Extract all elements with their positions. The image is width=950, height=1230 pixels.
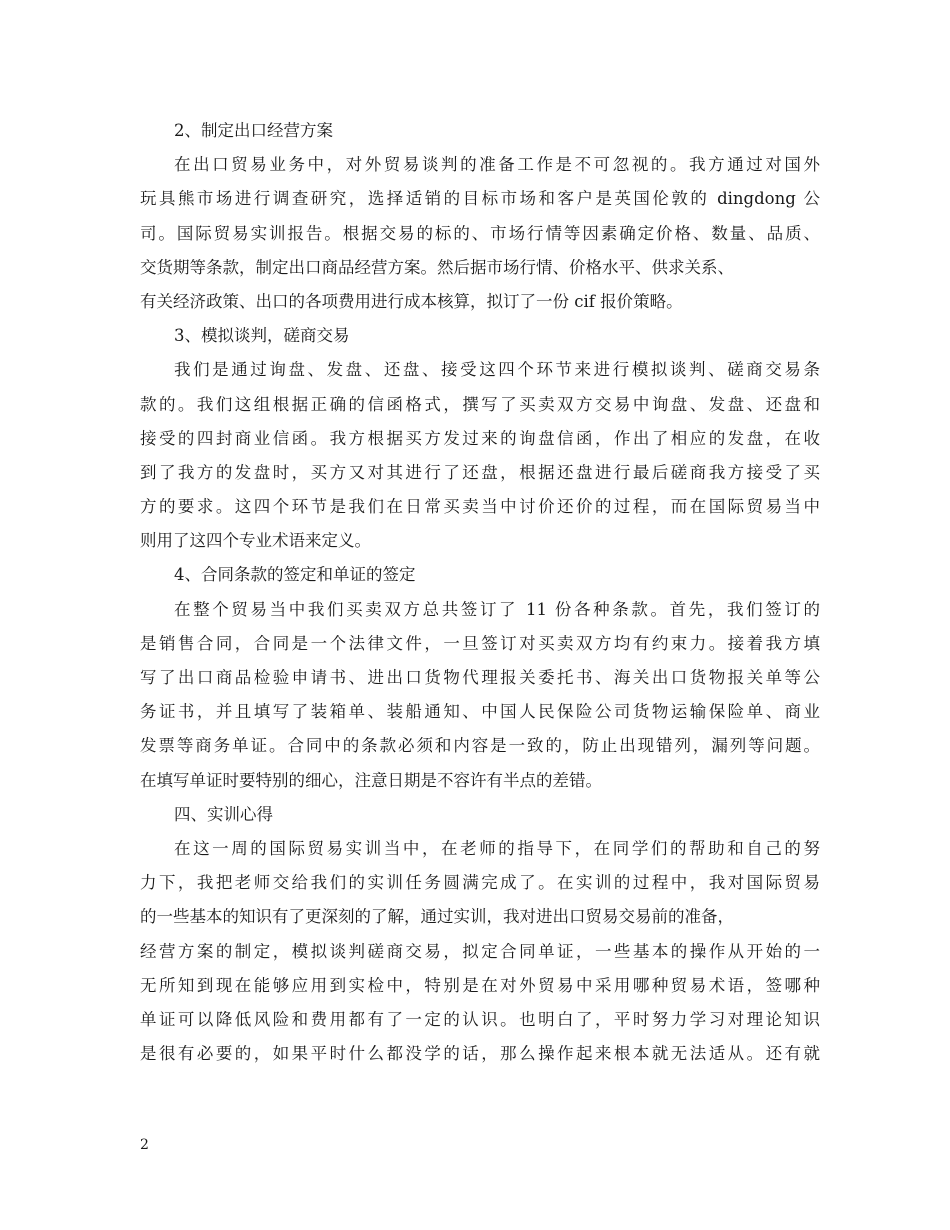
text-line: 写了出口商品检验申请书、进出口货物代理报关委托书、海关出口货物报关单等公 [140, 668, 820, 687]
page-number: 2 [140, 1137, 149, 1153]
text-line: 务证书，并且填写了装箱单、装船通知、中国人民保险公司货物运输保险单、商业 [140, 702, 820, 722]
text-line: 到了我方的发盘时，买方又对其进行了还盘，根据还盘进行最后磋商我方接受了买 [140, 462, 820, 482]
text-line: 接受的四封商业信函。我方根据买方发过来的询盘信函，作出了相应的发盘，在收 [140, 428, 820, 448]
text-line: 无所知到现在能够应用到实检中，特别是在对外贸易中采用哪种贸易术语，签哪种 [140, 975, 820, 995]
text-line: 2、制定出口经营方案 [174, 121, 333, 140]
text-line: 交货期等条款，制定出口商品经营方案。然后据市场行情、价格水平、供求关系、 [140, 257, 734, 277]
text-line: 3、模拟谈判，磋商交易 [174, 326, 350, 346]
text-line: 在出口贸易业务中，对外贸易谈判的准备工作是不可忽视的。我方通过对国外 [174, 155, 820, 175]
text-line: 有关经济政策、出口的各项费用进行成本核算，拟订了一份 cif 报价策略。 [140, 291, 683, 311]
text-line: 我们是通过询盘、发盘、还盘、接受这四个环节来进行模拟谈判、磋商交易条 [174, 360, 820, 380]
text-line: 则用了这四个专业术语来定义。 [140, 531, 371, 551]
text-line: 在整个贸易当中我们买卖双方总共签订了 11 份各种条款。首先，我们签订的 [174, 599, 820, 619]
text-line: 4、合同条款的签定和单证的签定 [174, 565, 416, 585]
text-line: 是很有必要的，如果平时什么都没学的话，那么操作起来根本就无法适从。还有就 [140, 1044, 820, 1064]
text-line: 方的要求。这四个环节是我们在日常买卖当中讨价还价的过程，而在国际贸易当中 [140, 497, 820, 517]
text-line: 玩具熊市场进行调查研究，选择适销的目标市场和客户是英国伦敦的 dingdong 公 [140, 189, 820, 209]
text-line: 的一些基本的知识有了更深刻的了解，通过实训，我对进出口贸易交易前的准备， [140, 907, 734, 927]
text-line: 力下，我把老师交给我们的实训任务圆满完成了。在实训的过程中，我对国际贸易 [140, 873, 820, 893]
text-line: 在填写单证时要特别的细心，注意日期是不容许有半点的差错。 [140, 770, 602, 790]
text-line: 司。国际贸易实训报告。根据交易的标的、市场行情等因素确定价格、数量、品质、 [140, 223, 820, 243]
text-line: 四、实训心得 [174, 804, 273, 824]
document-body [140, 114, 820, 1071]
text-line: 是销售合同，合同是一个法律文件，一旦签订对买卖双方均有约束力。接着我方填 [140, 633, 820, 653]
text-line: 款的。我们这组根据正确的信函格式，撰写了买卖双方交易中询盘、发盘、还盘和 [140, 394, 820, 414]
text-line: 单证可以降低风险和费用都有了一定的认识。也明白了，平时努力学习对理论知识 [140, 1009, 820, 1029]
text-line: 在这一周的国际贸易实训当中，在老师的指导下，在同学们的帮助和自己的努 [174, 838, 820, 858]
text-line: 经营方案的制定，模拟谈判磋商交易，拟定合同单证，一些基本的操作从开始的一 [140, 941, 820, 961]
text-line: 发票等商务单证。合同中的条款必须和内容是一致的，防止出现错列，漏列等问题。 [140, 736, 820, 756]
